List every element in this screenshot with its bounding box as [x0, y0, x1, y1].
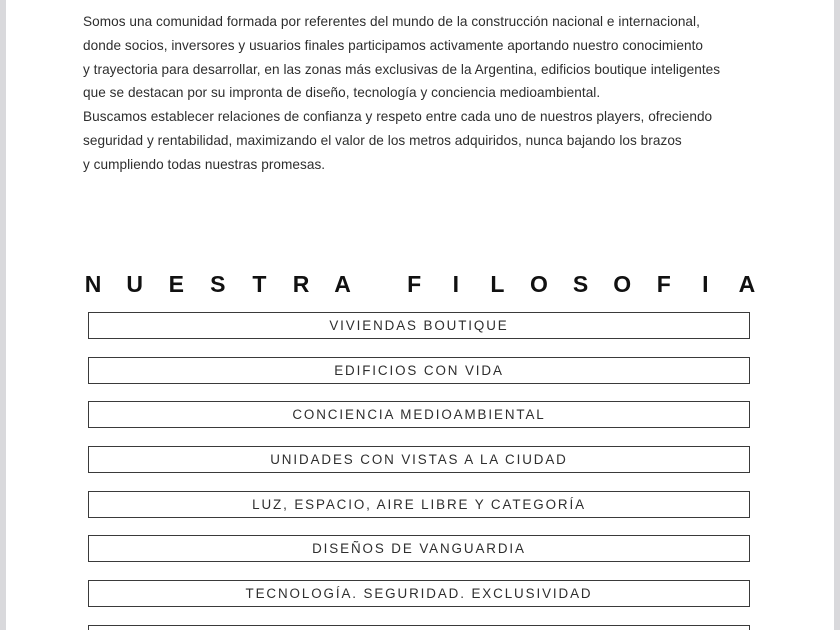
intro-line: Somos una comunidad formada por referentes del mundo de la construcción nacional e internacional, — [83, 14, 700, 29]
philosophy-item: TECNOLOGÍA. SEGURIDAD. EXCLUSIVIDAD — [88, 580, 750, 607]
philosophy-item: EDIFICIOS CON VIDA — [88, 357, 750, 384]
intro-line: y cumpliendo todas nuestras promesas. — [83, 156, 326, 172]
philosophy-item: CONCIENCIA MEDIOAMBIENTAL — [88, 401, 750, 428]
intro-paragraph — [83, 10, 783, 177]
philosophy-list — [88, 312, 750, 630]
philosophy-item: UNIDADES CON VISTAS A LA CIUDAD — [88, 446, 750, 473]
philosophy-item: DISEÑOS DE VANGUARDIA — [88, 535, 750, 562]
document-page — [6, 0, 834, 630]
philosophy-item: VIVIENDAS BOUTIQUE — [88, 312, 750, 339]
philosophy-item — [88, 625, 750, 630]
philosophy-heading: N U E S T R A F I L O S O F I A — [84, 271, 756, 298]
intro-line: y trayectoria para desarrollar, en las zonas más exclusivas de la Argentina, edificios boutique inteligentes — [83, 61, 721, 77]
intro-line: donde socios, inversores y usuarios finales participamos activamente aportando nuestro conocimiento — [83, 37, 704, 53]
intro-line: que se destacan por su impronta de diseño, tecnología y conciencia medioambiental. — [83, 85, 601, 101]
intro-line: seguridad y rentabilidad, maximizando el valor de los metros adquiridos, nunca bajando los brazos — [83, 132, 682, 148]
intro-line: Buscamos establecer relaciones de confianza y respeto entre cada uno de nuestros players, ofreciendo — [83, 109, 713, 125]
philosophy-item: LUZ, ESPACIO, AIRE LIBRE Y CATEGORÍA — [88, 491, 750, 518]
